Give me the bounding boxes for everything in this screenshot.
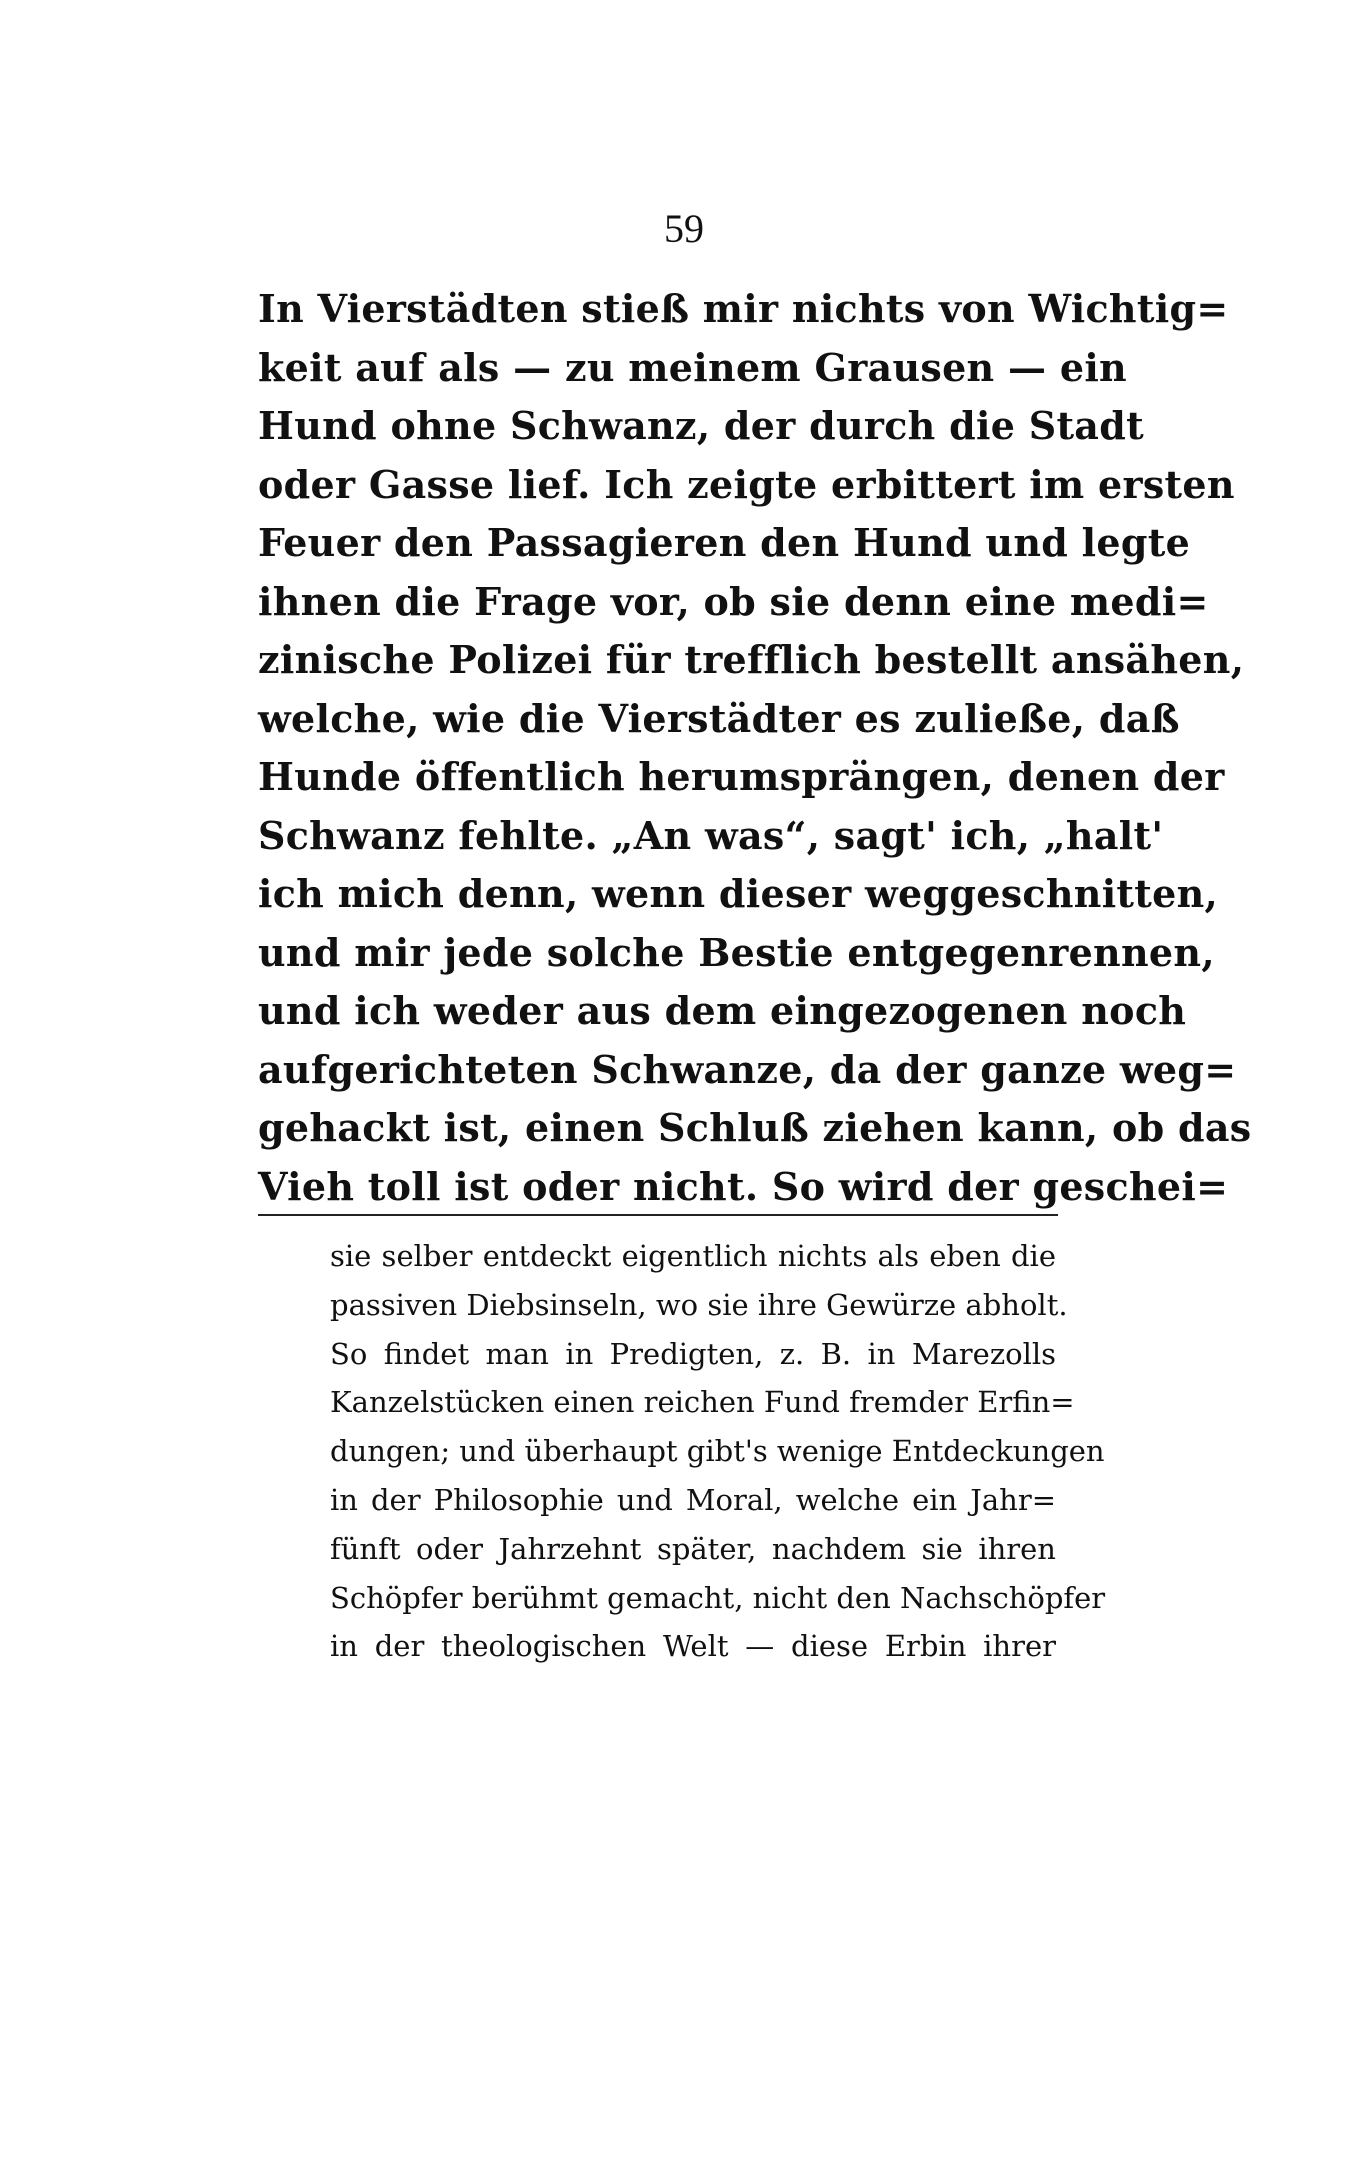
main-text-line: welche, wie die Vierstädter es zuließe, daß [258,695,1180,741]
main-text-line: Schwanz fehlte. „An was“, sagt' ich, „halt' [258,812,1164,858]
main-text-line: ihnen die Frage vor, ob sie denn eine medi= [258,578,1209,624]
footnote-line: So findet man in Predigten, z. B. in Marezolls [330,1336,1056,1371]
main-text-block [258,280,1252,1216]
main-text-line: und mir jede solche Bestie entgegenrennen, [258,929,1215,975]
main-text-line: gehackt ist, einen Schluß ziehen kann, ob das [258,1105,1252,1150]
footnote-line: fünft oder Jahrzehnt später, nachdem sie ihren [330,1531,1056,1566]
footnote-line: sie selber entdeckt eigentlich nichts als eben die [330,1239,1056,1273]
footnote-line: Kanzelstücken einen reichen Fund fremder Erfin= [330,1385,1075,1420]
footnote-separator-rule [258,1214,1058,1216]
main-text-line: ich mich denn, wenn dieser weggeschnitten, [258,871,1219,916]
footnote-line: dungen; und überhaupt gibt's wenige Entdeckungen [330,1434,1105,1469]
footnote-line: in der Philosophie und Moral, welche ein Jahr= [330,1482,1056,1517]
main-text-line: Vieh toll ist oder nicht. So wird der geschei= [258,1163,1229,1209]
main-text-line: aufgerichteten Schwanze, da der ganze weg= [258,1046,1237,1092]
main-text-line: oder Gasse lief. Ich zeigte erbittert im ersten [258,461,1235,507]
footnote-block [330,1232,1106,1671]
main-text-line: Hunde öffentlich herumsprängen, denen der [258,754,1225,799]
main-text-line: keit auf als — zu meinem Grausen — ein [258,344,1127,390]
footnote-line: passiven Diebsinseln, wo sie ihre Gewürze abholt. [330,1287,1068,1322]
page-number: 59 [664,206,704,251]
main-text-line: und ich weder aus dem eingezogenen noch [258,988,1187,1033]
footnote-line: in der theologischen Welt — diese Erbin ihrer [330,1629,1056,1664]
main-text-line: zinische Polizei für trefflich bestellt ansähen, [258,637,1245,682]
main-text-line: Feuer den Passagieren den Hund und legte [258,520,1191,565]
footnote-line: Schöpfer berühmt gemacht, nicht den Nachschöpfer [330,1580,1106,1615]
main-text-line: In Vierstädten stieß mir nichts von Wichtig= [258,286,1229,331]
main-text-line: Hund ohne Schwanz, der durch die Stadt [258,403,1144,448]
